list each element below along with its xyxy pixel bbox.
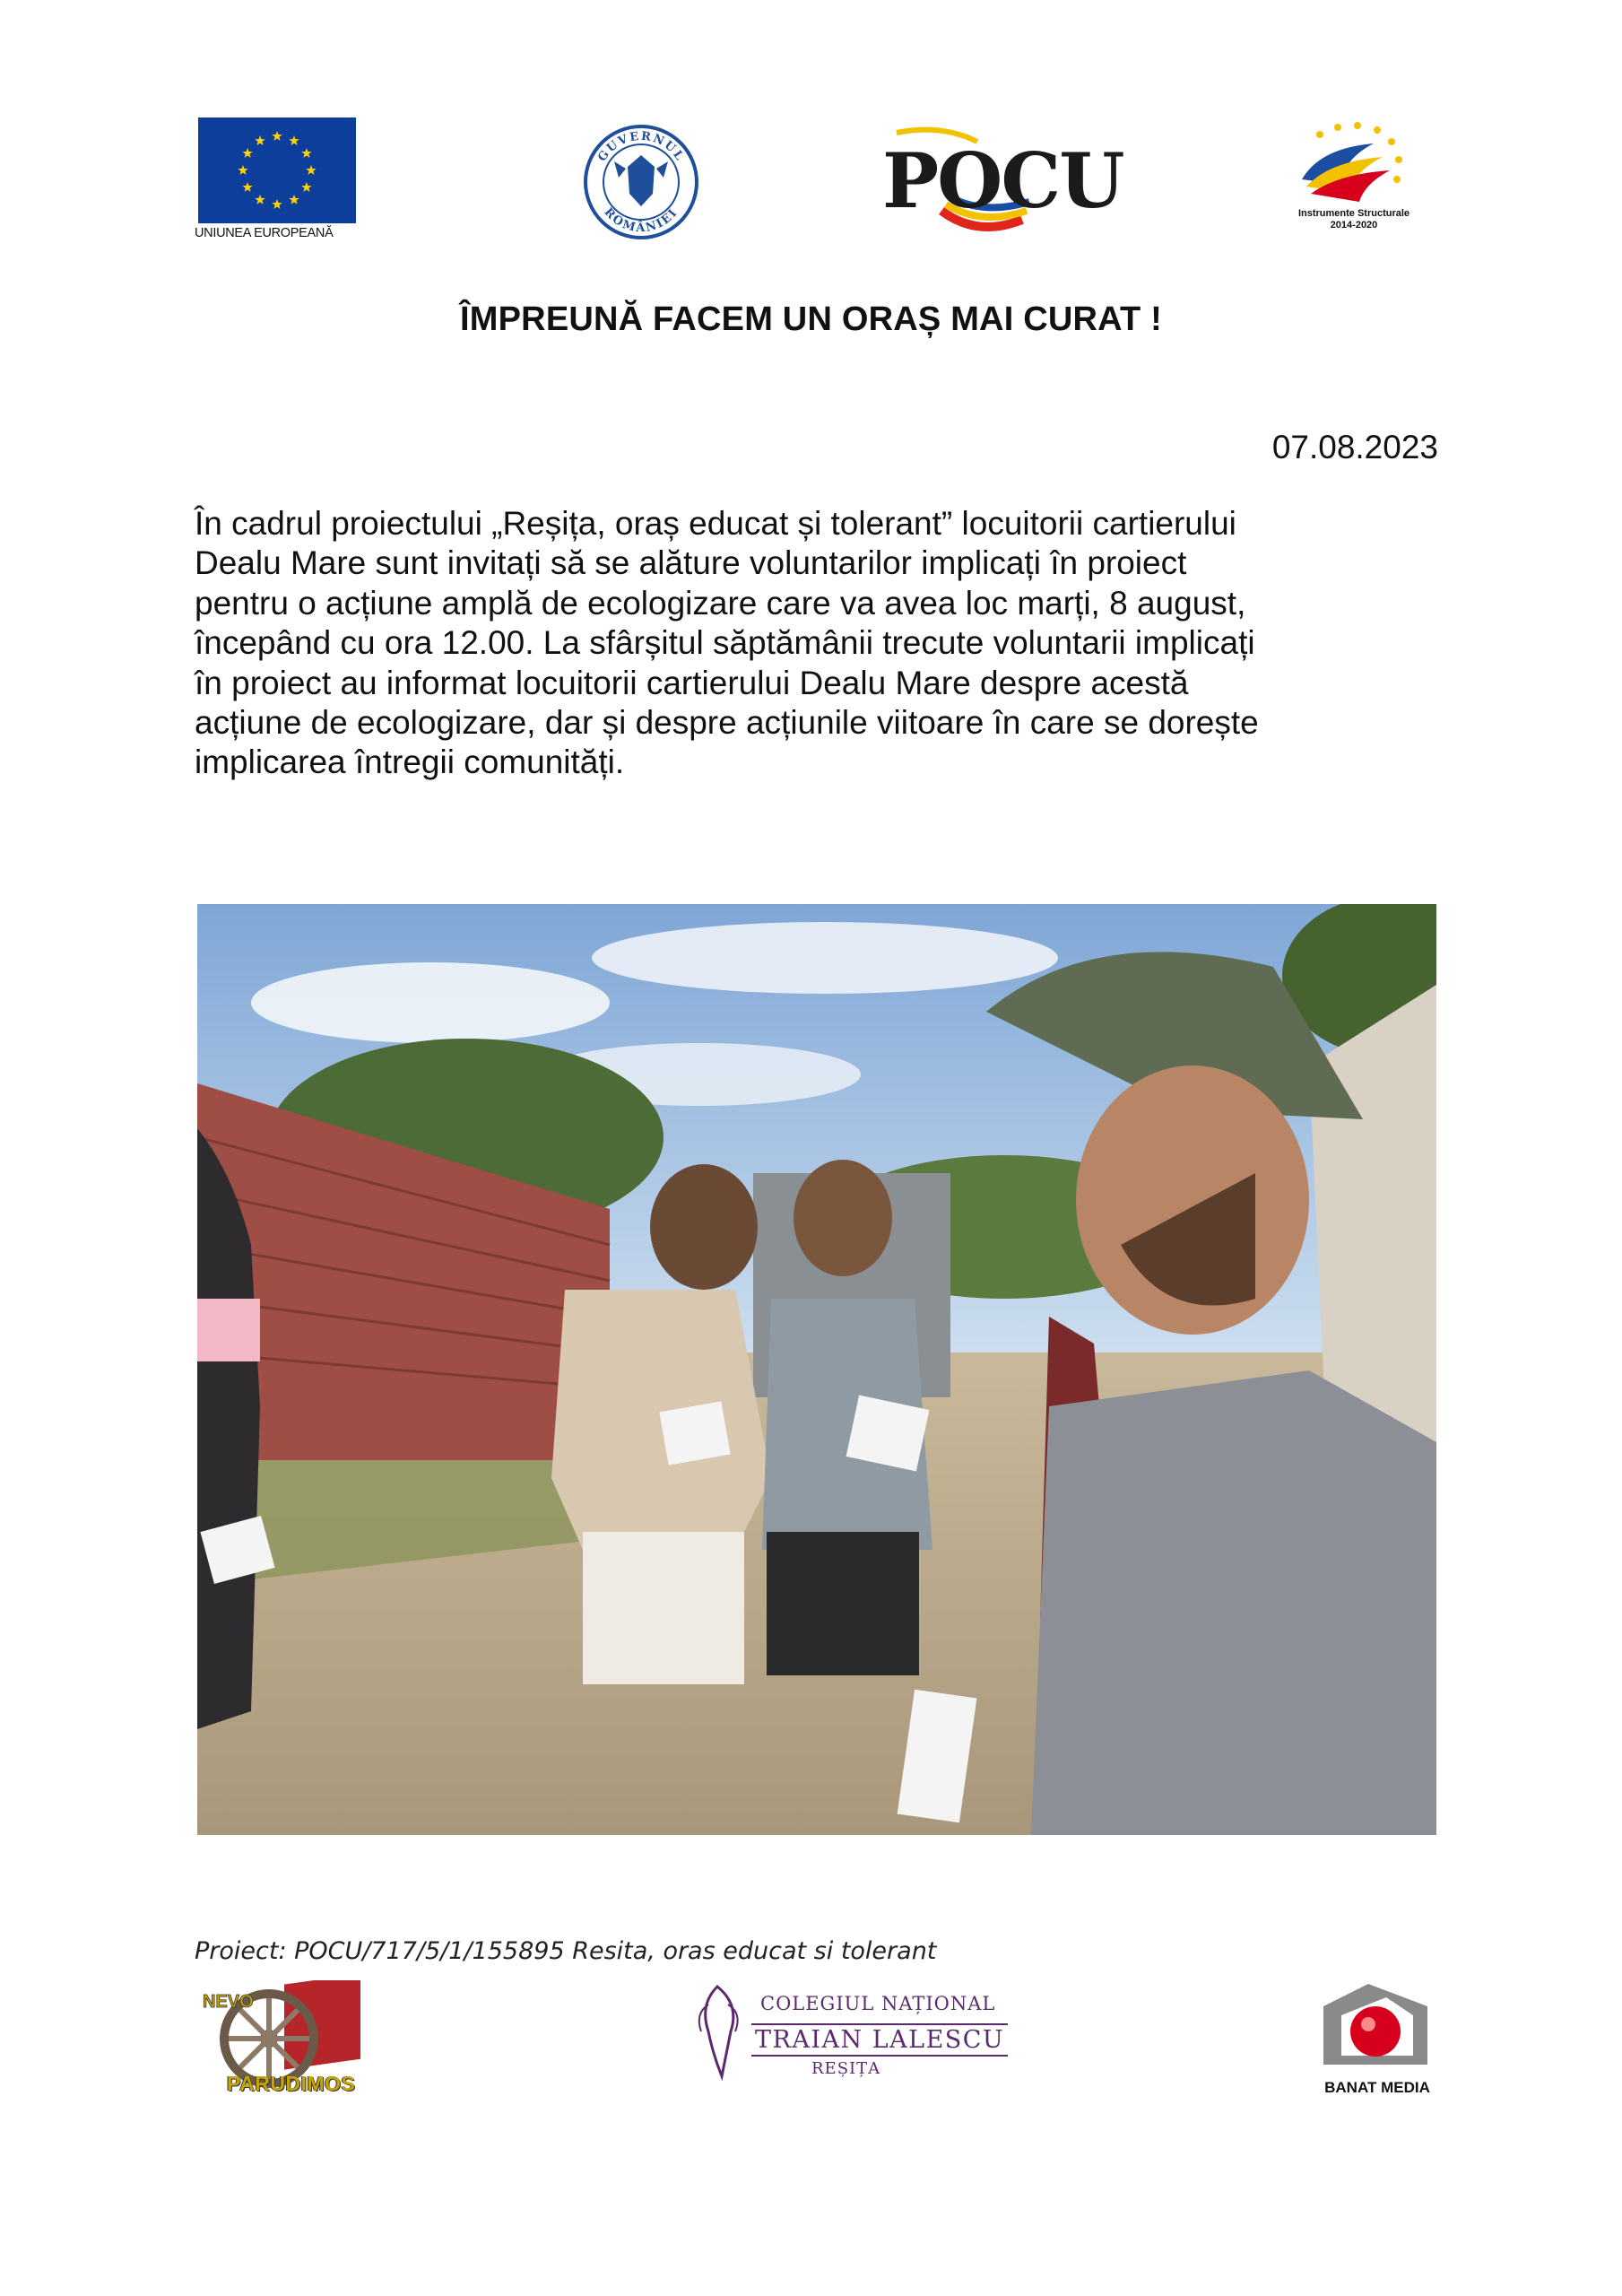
svg-text:GUVERNUL: GUVERNUL bbox=[595, 129, 687, 165]
instrumente-structurale-logo bbox=[1284, 117, 1418, 217]
structural-instruments-icon bbox=[1284, 117, 1418, 217]
cntl-line3: REȘIȚA bbox=[811, 2059, 881, 2078]
pocu-logo bbox=[879, 126, 1123, 251]
body-line: pentru o acțiune amplă de ecologizare care va avea loc marți, 8 august, bbox=[195, 584, 1246, 622]
instrumente-structurale-label bbox=[1273, 208, 1435, 231]
body-line: începând cu ora 12.00. La sfârșitul săptămânii trecute voluntarii implicați bbox=[195, 624, 1255, 662]
is-label-line2: 2014-2020 bbox=[1330, 220, 1378, 231]
article-body bbox=[195, 504, 1450, 783]
government-seal-icon bbox=[583, 124, 699, 240]
nevo-top-text: NEVO bbox=[203, 1992, 254, 2012]
article-photo bbox=[197, 904, 1436, 1835]
banat-media-wordmark: BANAT MEDIA bbox=[1324, 2079, 1430, 2096]
page-title: ÎMPREUNĂ FACEM UN ORAȘ MAI CURAT ! bbox=[460, 300, 1162, 338]
banat-media-logo bbox=[1314, 1979, 1436, 2078]
eu-stars-icon bbox=[198, 117, 356, 223]
body-line: în proiect au informat locuitorii cartierului Dealu Mare despre acestă bbox=[195, 664, 1189, 701]
project-reference: Proiect: POCU/717/5/1/155895 Resita, oras educat si tolerant bbox=[195, 1937, 937, 1965]
cntl-line2: TRAIAN LALESCU bbox=[751, 2023, 1008, 2057]
body-line: Dealu Mare sunt invitați să se alăture voluntarilor implicați în proiect bbox=[195, 544, 1187, 582]
pocu-wordmark: POCU bbox=[882, 136, 1123, 225]
eu-label: UNIUNEA EUROPEANĂ bbox=[195, 226, 334, 240]
svg-text:ROMÂNIEI: ROMÂNIEI bbox=[601, 205, 681, 236]
body-line: acțiune de ecologizare, dar și despre acțiunile viitoare în care se dorește bbox=[195, 704, 1259, 742]
cntl-line1: COLEGIUL NAȚIONAL bbox=[760, 1993, 996, 2014]
banat-media-icon bbox=[1314, 1979, 1436, 2078]
parudimos-wordmark: PARUDIMOS bbox=[227, 2072, 356, 2095]
photo-scene bbox=[197, 904, 1436, 1835]
body-line: În cadrul proiectului „Reșița, oraș educat și tolerant” locuitorii cartierului bbox=[195, 505, 1236, 542]
romanian-government-seal bbox=[583, 124, 699, 240]
body-line: implicarea întregii comunități. bbox=[195, 744, 625, 781]
eu-flag-logo bbox=[198, 117, 356, 223]
article-date: 07.08.2023 bbox=[1271, 429, 1438, 465]
is-label-line1: Instrumente Structurale bbox=[1297, 208, 1410, 219]
